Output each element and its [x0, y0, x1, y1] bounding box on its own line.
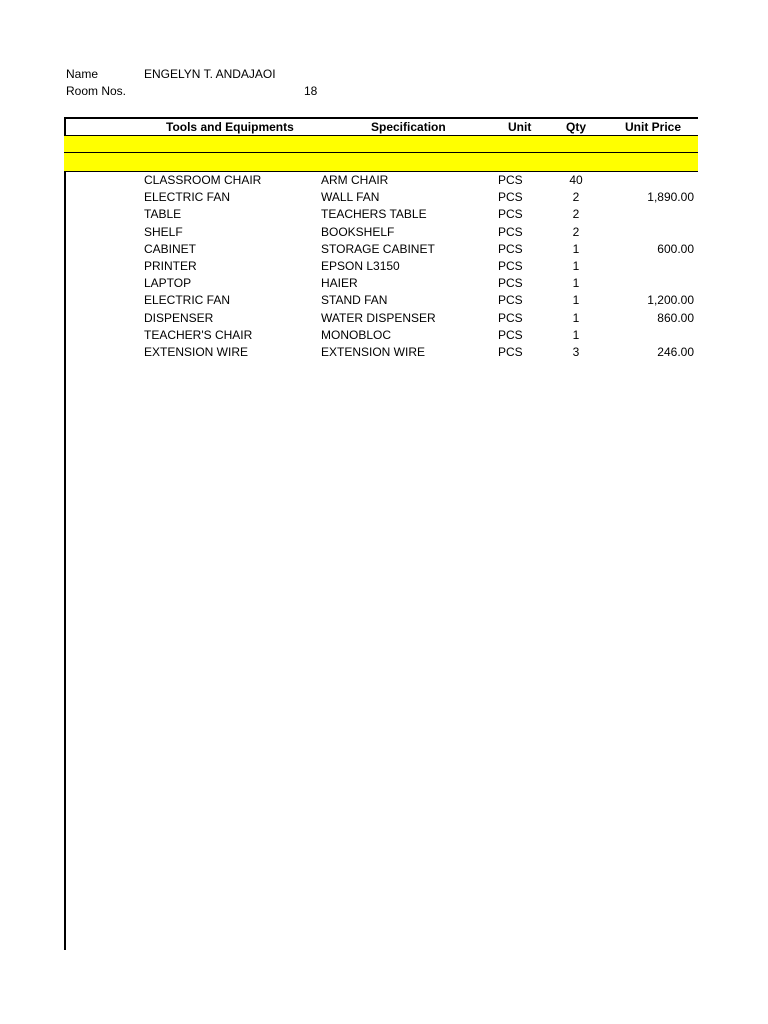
column-header-qty: Qty	[566, 120, 587, 134]
cell-specification: TEACHERS TABLE	[321, 207, 427, 221]
cell-specification: STAND FAN	[321, 293, 388, 307]
room-value: 18	[304, 84, 318, 98]
room-label: Room Nos.	[66, 84, 127, 98]
cell-specification: HAIER	[321, 276, 358, 290]
cell-tool: ELECTRIC FAN	[144, 190, 231, 204]
cell-unit: PCS	[498, 225, 523, 239]
cell-qty: 1	[572, 242, 580, 256]
table-left-border	[64, 117, 66, 950]
cell-tool: SHELF	[144, 225, 183, 239]
cell-tool: ELECTRIC FAN	[144, 293, 231, 307]
cell-specification: ARM CHAIR	[321, 173, 389, 187]
cell-unit-price: 1,890.00	[647, 190, 694, 204]
cell-tool: DISPENSER	[144, 311, 214, 325]
cell-unit: PCS	[498, 311, 523, 325]
cell-qty: 2	[572, 207, 580, 221]
cell-unit-price: 246.00	[657, 345, 694, 359]
cell-qty: 1	[572, 328, 580, 342]
cell-tool: TABLE	[144, 207, 182, 221]
cell-tool: TEACHER'S CHAIR	[144, 328, 253, 342]
cell-unit: PCS	[498, 276, 523, 290]
cell-qty: 40	[569, 173, 583, 187]
cell-tool: LAPTOP	[144, 276, 192, 290]
cell-unit: PCS	[498, 207, 523, 221]
cell-qty: 1	[572, 259, 580, 273]
column-header-unit: Unit	[508, 120, 532, 134]
cell-specification: EXTENSION WIRE	[321, 345, 426, 359]
cell-tool: PRINTER	[144, 259, 197, 273]
cell-unit-price: 1,200.00	[647, 293, 694, 307]
cell-specification: BOOKSHELF	[321, 225, 395, 239]
cell-unit: PCS	[498, 190, 523, 204]
cell-specification: MONOBLOC	[321, 328, 392, 342]
cell-tool: CABINET	[144, 242, 197, 256]
column-header-specification: Specification	[371, 120, 446, 134]
cell-unit: PCS	[498, 259, 523, 273]
cell-tool: CLASSROOM CHAIR	[144, 173, 262, 187]
cell-unit-price: 600.00	[657, 242, 694, 256]
column-header-unit-price: Unit Price	[625, 120, 682, 134]
cell-unit: PCS	[498, 293, 523, 307]
highlight-row	[64, 152, 698, 172]
cell-specification: EPSON L3150	[321, 259, 400, 273]
table-top-border	[64, 117, 698, 119]
cell-unit: PCS	[498, 328, 523, 342]
cell-qty: 1	[572, 311, 580, 325]
cell-tool: EXTENSION WIRE	[144, 345, 249, 359]
cell-qty: 2	[572, 190, 580, 204]
cell-specification: WALL FAN	[321, 190, 380, 204]
name-label: Name	[66, 67, 99, 81]
cell-qty: 1	[572, 276, 580, 290]
name-value: ENGELYN T. ANDAJAOI	[144, 67, 276, 81]
column-header-tools: Tools and Equipments	[166, 120, 294, 134]
cell-qty: 3	[572, 345, 580, 359]
cell-unit-price: 860.00	[657, 311, 694, 325]
cell-unit: PCS	[498, 345, 523, 359]
cell-specification: WATER DISPENSER	[321, 311, 436, 325]
cell-specification: STORAGE CABINET	[321, 242, 435, 256]
cell-unit: PCS	[498, 242, 523, 256]
highlight-row	[64, 135, 698, 152]
cell-qty: 1	[572, 293, 580, 307]
cell-unit: PCS	[498, 173, 523, 187]
cell-qty: 2	[572, 225, 580, 239]
